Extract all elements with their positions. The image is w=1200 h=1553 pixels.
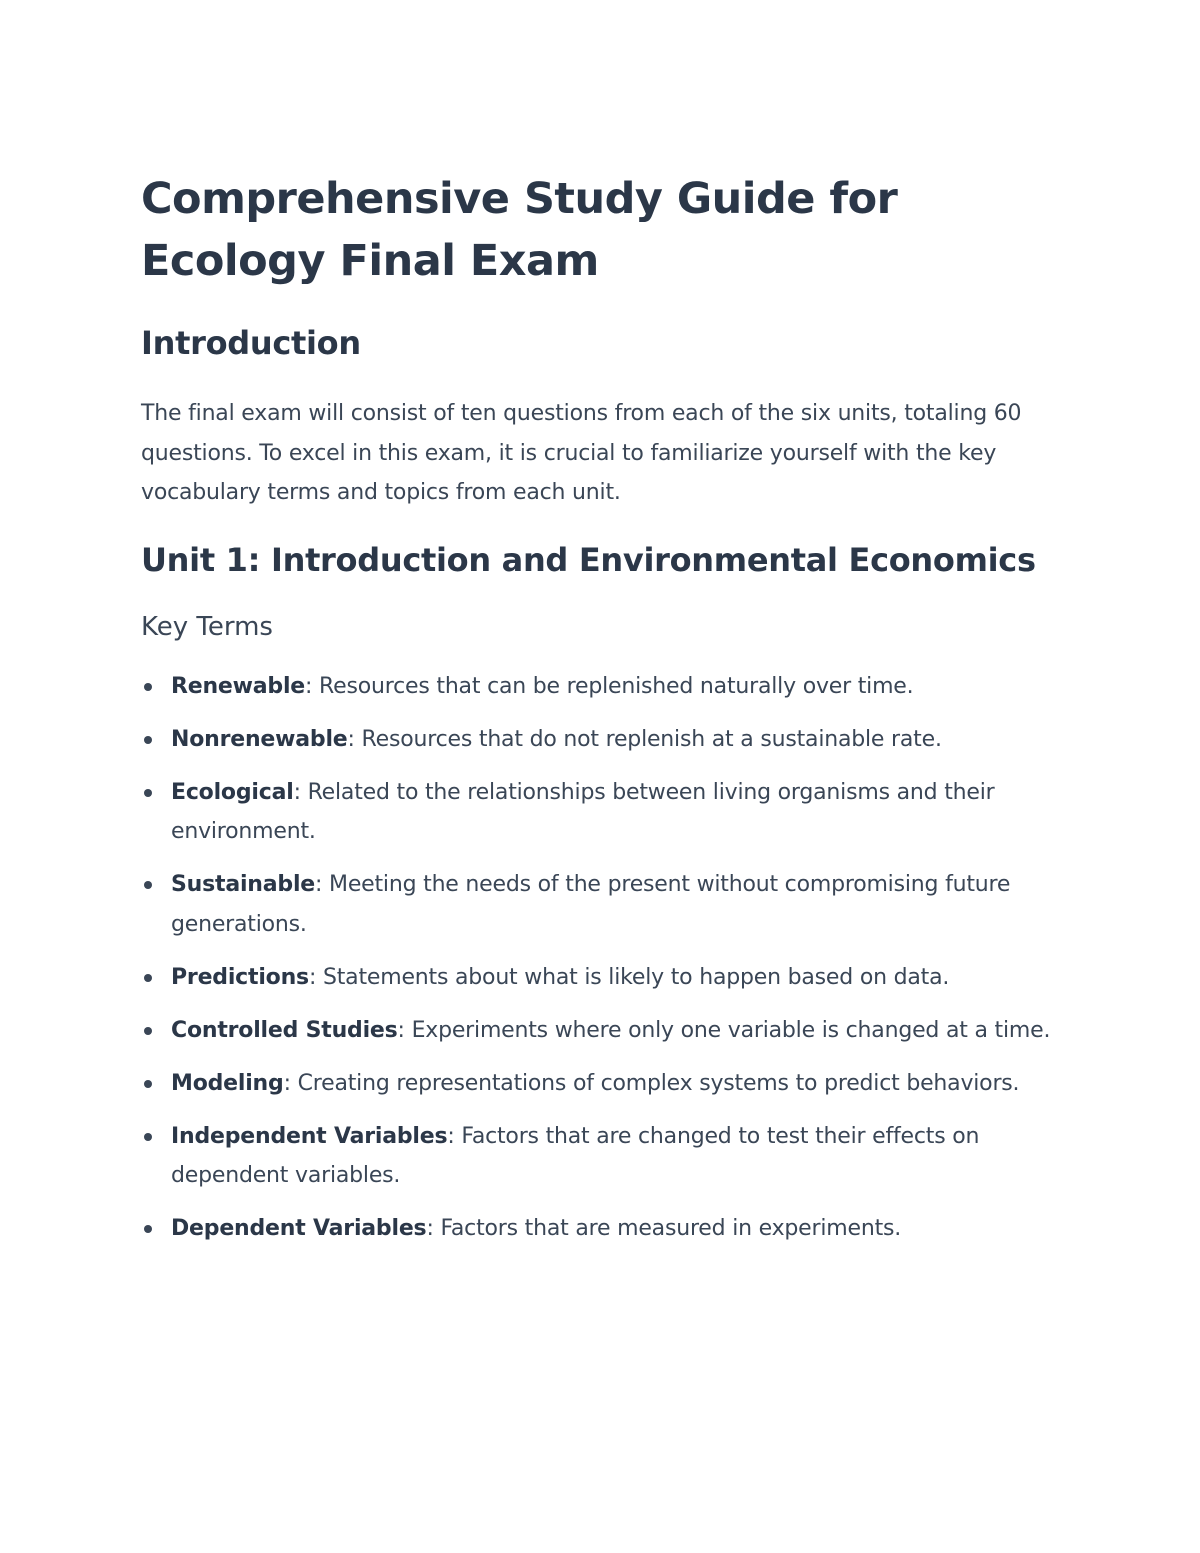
term-name: Modeling	[171, 1070, 284, 1096]
list-item: Modeling: Creating representations of complex systems to predict behaviors.	[141, 1064, 1061, 1104]
list-item: Independent Variables: Factors that are changed to test their effects on dependent variables.	[141, 1117, 1061, 1196]
list-item: Renewable: Resources that can be replenished naturally over time.	[141, 667, 1061, 707]
term-name: Sustainable	[171, 872, 316, 897]
list-item: Dependent Variables: Factors that are measured in experiments.	[141, 1209, 1061, 1249]
term-definition: Related to the relationships between living organisms and their environment.	[171, 779, 995, 844]
document-title: Comprehensive Study Guide for Ecology Final Exam	[141, 174, 898, 286]
term-name: Controlled Studies	[171, 1017, 398, 1043]
bullet-icon	[144, 1225, 152, 1233]
term-definition: Creating representations of complex systems to predict behaviors.	[297, 1070, 1020, 1096]
term-definition: Factors that are changed to test their effects on dependent variables.	[171, 1123, 980, 1188]
term-name: Ecological	[171, 779, 294, 805]
key-terms-heading: Key Terms	[141, 611, 273, 642]
unit-1-heading: Unit 1: Introduction and Environmental Economics	[141, 540, 1036, 579]
bullet-icon	[144, 974, 152, 982]
bullet-icon	[144, 881, 152, 889]
term-definition: Statements about what is likely to happen based on data.	[322, 964, 950, 990]
bullet-icon	[144, 1027, 152, 1035]
key-terms-list	[141, 667, 1061, 1249]
bullet-icon	[144, 789, 152, 797]
bullet-icon	[144, 736, 152, 744]
list-item: Predictions: Statements about what is likely to happen based on data.	[141, 958, 1061, 998]
term-name: Renewable	[171, 673, 306, 699]
term-definition: Resources that can be replenished naturally over time.	[319, 673, 914, 699]
introduction-heading: Introduction	[141, 324, 361, 362]
term-definition: Experiments where only one variable is changed at a time.	[411, 1017, 1051, 1043]
list-item: Nonrenewable: Resources that do not replenish at a sustainable rate.	[141, 720, 1061, 760]
bullet-icon	[144, 1133, 152, 1141]
list-item: Controlled Studies: Experiments where only one variable is changed at a time.	[141, 1011, 1061, 1051]
introduction-paragraph: The final exam will consist of ten questions from each of the six units, totaling 60 questions. To excel in this exam, it is crucial to familiarize yourself with the key vocabulary terms and topics from each unit.	[141, 401, 1022, 505]
document-page	[141, 168, 1061, 1262]
list-item: Sustainable: Meeting the needs of the present without compromising future generations.	[141, 865, 1061, 944]
term-name: Predictions	[171, 964, 309, 990]
term-name: Independent Variables	[171, 1123, 448, 1149]
term-definition: Factors that are measured in experiments.	[440, 1216, 902, 1241]
list-item: Ecological: Related to the relationships between living organisms and their environment.	[141, 773, 1061, 852]
term-definition: Resources that do not replenish at a sustainable rate.	[361, 726, 942, 752]
bullet-icon	[144, 683, 152, 691]
term-name: Nonrenewable	[171, 726, 348, 752]
bullet-icon	[144, 1080, 152, 1088]
term-definition: Meeting the needs of the present without compromising future generations.	[171, 872, 1011, 937]
term-name: Dependent Variables	[171, 1216, 427, 1241]
